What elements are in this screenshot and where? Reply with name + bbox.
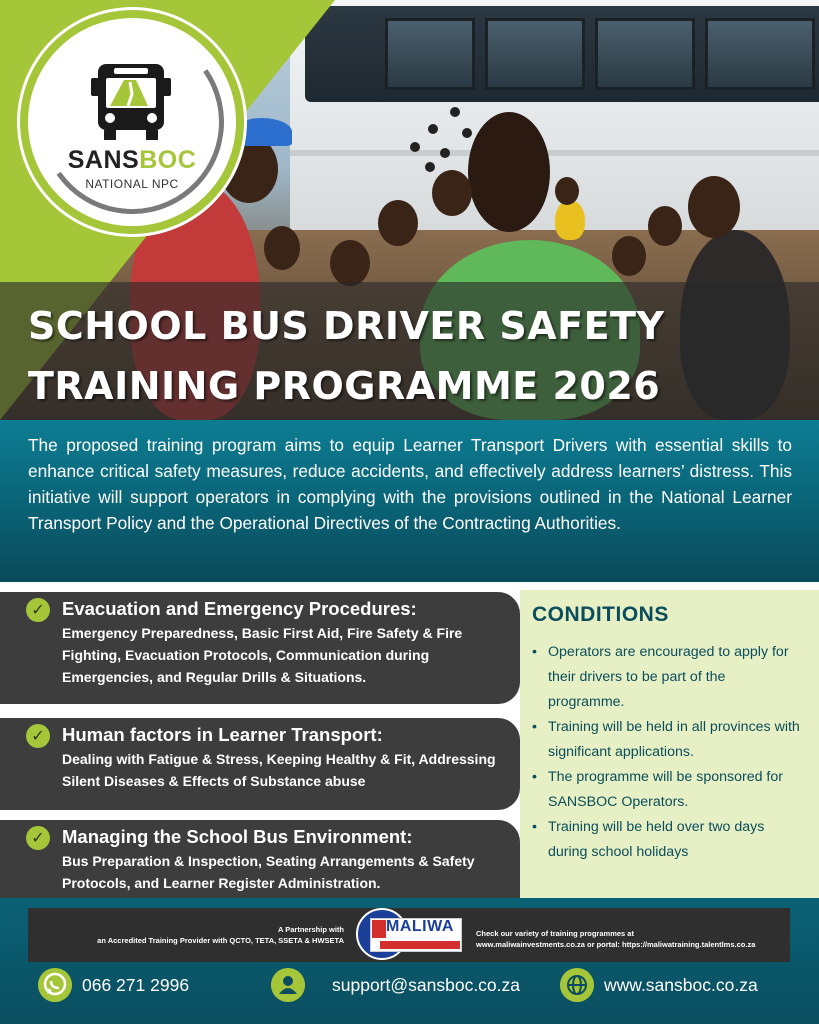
- whatsapp-icon[interactable]: [38, 968, 72, 1002]
- globe-icon: [560, 968, 594, 1002]
- check-circle-icon: ✓: [26, 724, 50, 748]
- maliwa-logo-text: MALIWA: [386, 918, 454, 935]
- intro-paragraph: The proposed training program aims to equip Learner Transport Drivers with essential skills to enhance critical safety measures, reduce accidents, and effectively address learners’ distress. This initiative will support operators in complying with the provisions outlined in the National Learner Transport Policy and the Operational Directives of the Contracting Authorities.: [28, 435, 792, 533]
- logo-name: SANSBOC: [67, 146, 197, 174]
- module-title: Human factors in Learner Transport:: [62, 724, 383, 745]
- module-text: Emergency Preparedness, Basic First Aid, Fire Safety & Fire Fighting, Evacuation Protocols, Communication during Emergencies, and Regular Drills & Situations.: [62, 625, 463, 685]
- list-item: • Training will be held over two days during school holidays: [530, 815, 805, 865]
- module-title: Managing the School Bus Environment:: [62, 826, 413, 847]
- module-text: Bus Preparation & Inspection, Seating Arrangements & Safety Protocols, and Learner Register Administration.: [62, 853, 475, 891]
- module-title: Evacuation and Emergency Procedures:: [62, 598, 417, 619]
- check-circle-icon: ✓: [26, 826, 50, 850]
- user-icon: [271, 968, 305, 1002]
- check-circle-icon: ✓: [26, 598, 50, 622]
- logo-subtitle: NATIONAL NPC: [85, 177, 179, 191]
- website-link[interactable]: www.sansboc.co.za: [604, 975, 758, 995]
- partner-links[interactable]: Check our variety of training programmes at www.maliwainvestments.co.za or portal: https://maliwatraining.talentlms.co.za: [476, 929, 756, 949]
- bus-windows: [305, 6, 819, 102]
- page-title: SCHOOL BUS DRIVER SAFETY TRAINING PROGRAMME 2026: [28, 304, 665, 408]
- list-item: • Training will be held in all provinces with significant applications.: [530, 715, 805, 765]
- email-link[interactable]: support@sansboc.co.za: [332, 975, 521, 995]
- list-item: • The programme will be sponsored for SANSBOC Operators.: [530, 765, 805, 815]
- conditions-list: [530, 640, 805, 865]
- list-item: • Operators are encouraged to apply for their drivers to be part of the programme.: [530, 640, 805, 715]
- module-text: Dealing with Fatigue & Stress, Keeping Healthy & Fit, Addressing Silent Diseases & Effects of Substance abuse: [62, 751, 496, 789]
- phone-number[interactable]: 066 271 2996: [82, 975, 190, 995]
- bus-icon: [88, 60, 174, 144]
- partner-note: A Partnership with an Accredited Training Provider with QCTO, TETA, SSETA & HWSETA: [97, 925, 344, 945]
- conditions-title: CONDITIONS: [532, 603, 669, 626]
